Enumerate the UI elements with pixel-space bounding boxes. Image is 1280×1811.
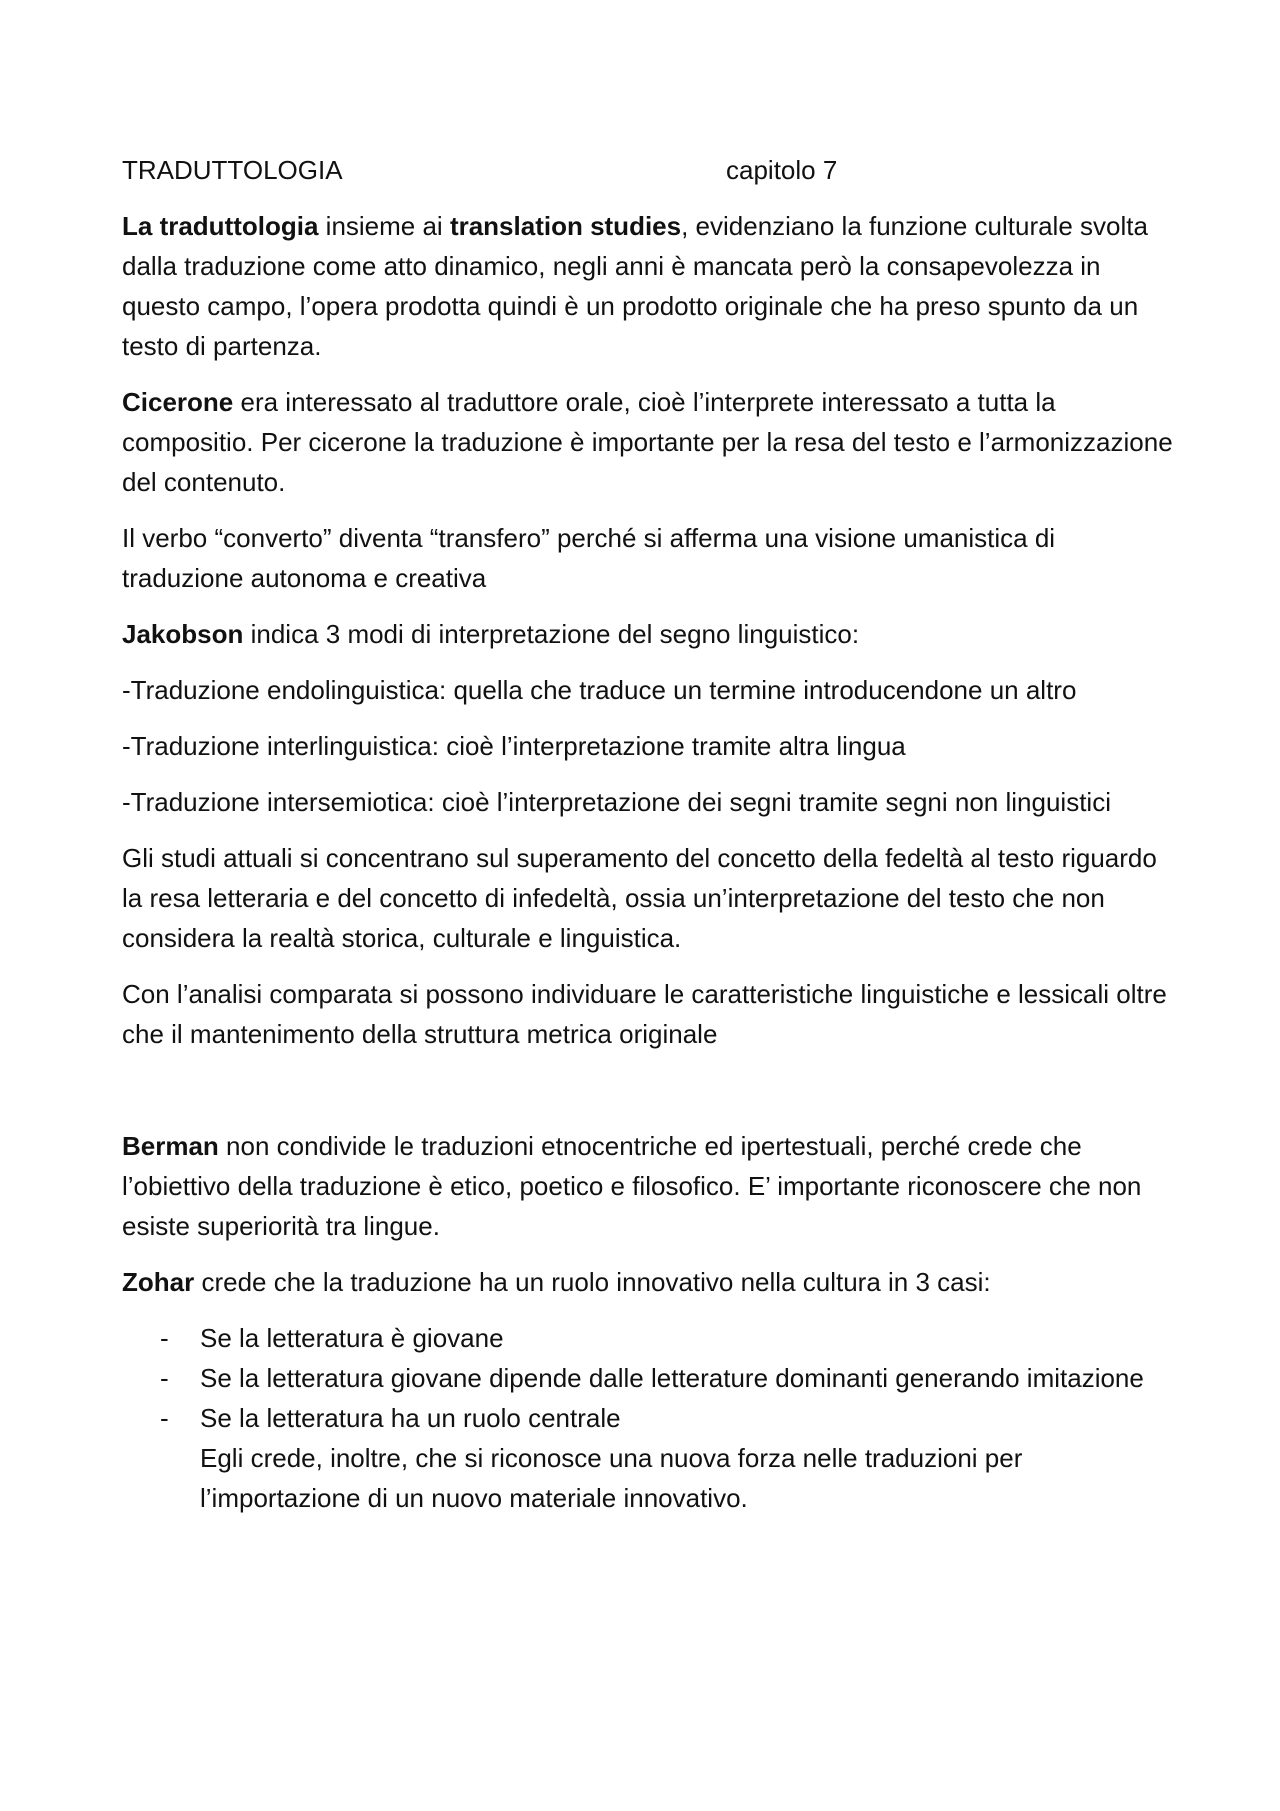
list-continuation-text: Egli crede, inoltre, che si riconosce una nuova forza nelle traduzioni per l’importazione di un nuovo materiale innovativo. [200, 1443, 1023, 1513]
document-page [122, 150, 1182, 1518]
paragraph-berman [122, 1126, 1182, 1246]
chapter-label: capitolo 7 [726, 155, 838, 185]
bold-term: Jakobson [122, 619, 244, 649]
paragraph-analisi-comparata: Con l’analisi comparata si possono individuare le caratteristiche linguistiche e lessicali oltre che il mantenimento della struttura metrica originale [122, 979, 1167, 1049]
bold-term: Cicerone [122, 387, 234, 417]
blank-line [122, 1070, 1182, 1126]
bold-term: translation studies [449, 211, 682, 241]
document-header [122, 150, 1182, 190]
paragraph-jakobson [122, 614, 1182, 654]
paragraph-text: , evidenziano la funzione culturale svolta dalla traduzione come atto dinamico, negli anni è mancata però la consapevolezza in questo campo, l’opera prodotta quindi è un prodotto originale che ha preso spunto da un testo di partenza. [122, 211, 1148, 361]
paragraph-text: crede che la traduzione ha un ruolo innovativo nella cultura in 3 casi: [194, 1267, 991, 1297]
paragraph-zohar [122, 1262, 1182, 1302]
bold-term: Berman [122, 1131, 219, 1161]
paragraph-cicerone [122, 382, 1182, 502]
paragraph-interlinguistica: -Traduzione interlinguistica: cioè l’interpretazione tramite altra lingua [122, 731, 906, 761]
list-item [122, 1318, 1182, 1358]
paragraph-intersemiotica: -Traduzione intersemiotica: cioè l’interpretazione dei segni tramite segni non linguistici [122, 787, 1111, 817]
bullet-dash: - [160, 1363, 169, 1393]
paragraph-text: era interessato al traduttore orale, cioè l’interprete interessato a tutta la compositio. Per cicerone la traduzione è importante per la resa del testo e l’armonizzazione del contenuto. [122, 387, 1173, 497]
paragraph-text: non condivide le traduzioni etnocentriche ed ipertestuali, perché crede che l’obiettivo della traduzione è etico, poetico e filosofico. E’ importante riconoscere che non esiste superiorità tra lingue. [122, 1131, 1142, 1241]
list-item-text: Se la letteratura giovane dipende dalle letterature dominanti generando imitazione [200, 1363, 1144, 1393]
paragraph-endolinguistica: -Traduzione endolinguistica: quella che traduce un termine introducendone un altro [122, 675, 1077, 705]
bullet-list [122, 1318, 1182, 1518]
paragraph-verbo: Il verbo “converto” diventa “transfero” perché si afferma una visione umanistica di traduzione autonoma e creativa [122, 523, 1056, 593]
bullet-dash: - [160, 1323, 169, 1353]
list-item [122, 1398, 1182, 1518]
bold-term: La traduttologia [122, 211, 319, 241]
paragraph-studi-attuali: Gli studi attuali si concentrano sul superamento del concetto della fedeltà al testo riguardo la resa letteraria e del concetto di infedeltà, ossia un’interpretazione del testo che non considera la realtà storica, culturale e linguistica. [122, 843, 1157, 953]
paragraph-text: insieme ai [318, 211, 450, 241]
list-item-text: Se la letteratura è giovane [200, 1323, 504, 1353]
bullet-dash: - [160, 1403, 169, 1433]
paragraph-text: indica 3 modi di interpretazione del segno linguistico: [243, 619, 860, 649]
list-item-text: Se la letteratura ha un ruolo centrale [200, 1403, 621, 1433]
document-title: TRADUTTOLOGIA [122, 155, 343, 185]
paragraph-traduttologia [122, 206, 1182, 366]
list-item [122, 1358, 1182, 1398]
bold-term: Zohar [122, 1267, 195, 1297]
